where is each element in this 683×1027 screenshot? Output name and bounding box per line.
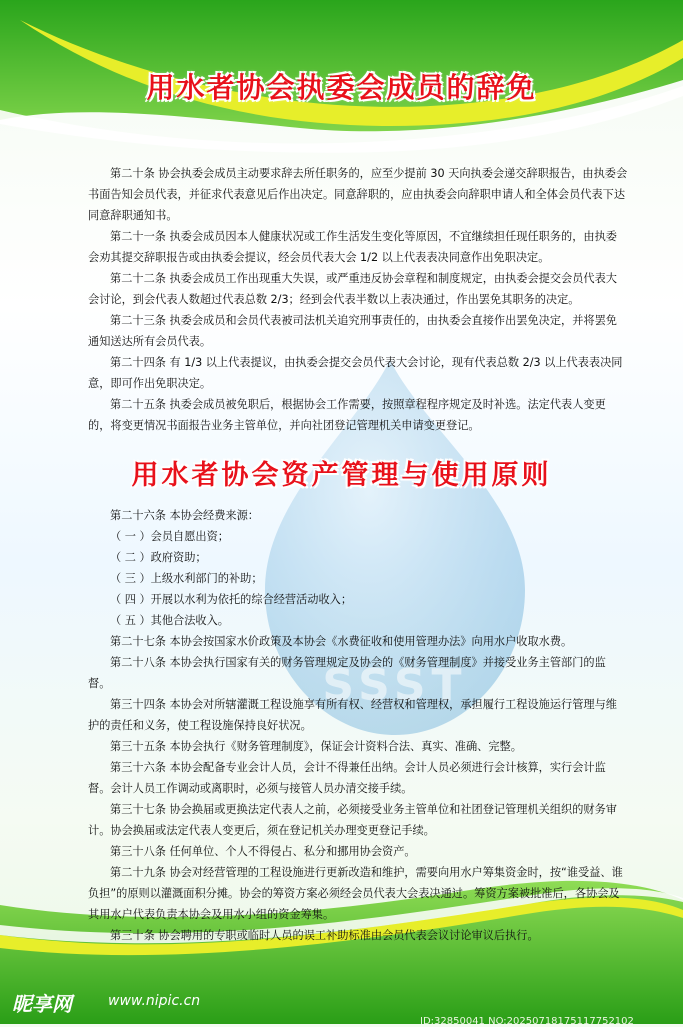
article-24: 第二十四条 有 1/3 以上代表提议，由执委会提交会员代表大会讨论，现有代表总数 2/3 以上代表表决同意，即可作出免职决定。 <box>88 356 623 390</box>
watermark-text: SSST <box>322 660 468 711</box>
site-url[interactable]: www.nipic.cn <box>108 993 201 1009</box>
resignation-title: 用水者协会执委会成员的辞免 <box>146 71 537 104</box>
article-22: 第二十二条 执委会成员工作出现重大失误，或严重违反协会章程和制度规定，由执委会提交会员代表大会讨论，到会代表人数超过代表总数 2/3；经到会代表半数以上表决通过，作出罢免其职务的决定。 <box>88 272 617 306</box>
article-36: 第三十六条 本协会配备专业会计人员，会计不得兼任出纳。会计人员必须进行会计核算，实行会计监督。会计人员工作调动或离职时，必须与接管人员办清交接手续。 <box>88 761 606 795</box>
article-34: 第三十四条 本协会对所辖灌溉工程设施享有所有权、经营权和管理权，承担履行工程设施运行管理与维护的责任和义务，使工程设施保持良好状况。 <box>88 698 617 732</box>
article-26: 第二十六条 本协会经费来源： <box>110 509 259 522</box>
article-28: 第二十八条 本协会执行国家有关的财务管理规定及协会的《财务管理制度》并接受业务主管部门的监督。 <box>88 656 606 690</box>
assets-title: 用水者协会资产管理与使用原则 <box>131 460 552 491</box>
article-27: 第二十七条 本协会按国家水价政策及本协会《水费征收和使用管理办法》向用水户收取水费。 <box>110 635 573 648</box>
article-21: 第二十一条 执委会成员因本人健康状况或工作生活发生变化等原因，不宜继续担任现任职务的，由执委会劝其提交辞职报告或由执委会提议，经会员代表大会 1/2 以上代表表决同意作出免职决定。 <box>88 230 617 264</box>
resignation-section <box>88 163 628 436</box>
article-29: 第二十九条 协会对经营管理的工程设施进行更新改造和维护，需要向用水户筹集资金时，按“谁受益、谁负担”的原则以灌溉面积分摊。协会的筹资方案必须经会员代表大会表决通过。筹资方案被批准后，各协会及其用水户代表负责本协会及用水小组的资金筹集。 <box>88 866 623 921</box>
image-id: ID:32850041 NO:20250718175117752102 <box>420 1016 634 1027</box>
article-23: 第二十三条 执委会成员和会员代表被司法机关追究刑事责任的，由执委会直接作出罢免决定，并将罢免通知送达所有会员代表。 <box>88 314 617 348</box>
funding-item-1: （ 一 ）会员自愿出资； <box>110 530 229 543</box>
article-30: 第三十条 协会聘用的专职或临时人员的误工补助标准由会员代表会议讨论审议后执行。 <box>110 929 539 942</box>
article-20: 第二十条 协会执委会成员主动要求辞去所任职务的，应至少提前 30 天向执委会递交辞职报告，由执委会书面告知会员代表，并征求代表意见后作出决定。同意辞职的，应由执委会向辞职申请人和全体会员代表下达同意辞职通知书。 <box>88 167 628 222</box>
funding-item-5: （ 五 ）其他合法收入。 <box>110 614 229 627</box>
article-25: 第二十五条 执委会成员被免职后，根据协会工作需要，按照章程程序规定及时补选。法定代表人变更的，将变更情况书面报告业务主管单位，并向社团登记管理机关申请变更登记。 <box>88 398 606 432</box>
funding-item-2: （ 二 ）政府资助； <box>110 551 207 564</box>
article-35: 第三十五条 本协会执行《财务管理制度》，保证会计资料合法、真实、准确、完整。 <box>110 740 522 753</box>
article-38: 第三十八条 任何单位、个人不得侵占、私分和挪用协会资产。 <box>110 845 416 858</box>
site-logo: 昵享网 <box>12 992 72 1016</box>
funding-item-3: （ 三 ）上级水利部门的补助； <box>110 572 263 585</box>
article-37: 第三十七条 协会换届或更换法定代表人之前，必须接受业务主管单位和社团登记管理机关组织的财务审计。协会换届或法定代表人变更后，须在登记机关办理变更登记手续。 <box>88 803 617 837</box>
funding-item-4: （ 四 ）开展以水利为依托的综合经营活动收入； <box>110 593 353 606</box>
assets-section <box>88 505 628 946</box>
